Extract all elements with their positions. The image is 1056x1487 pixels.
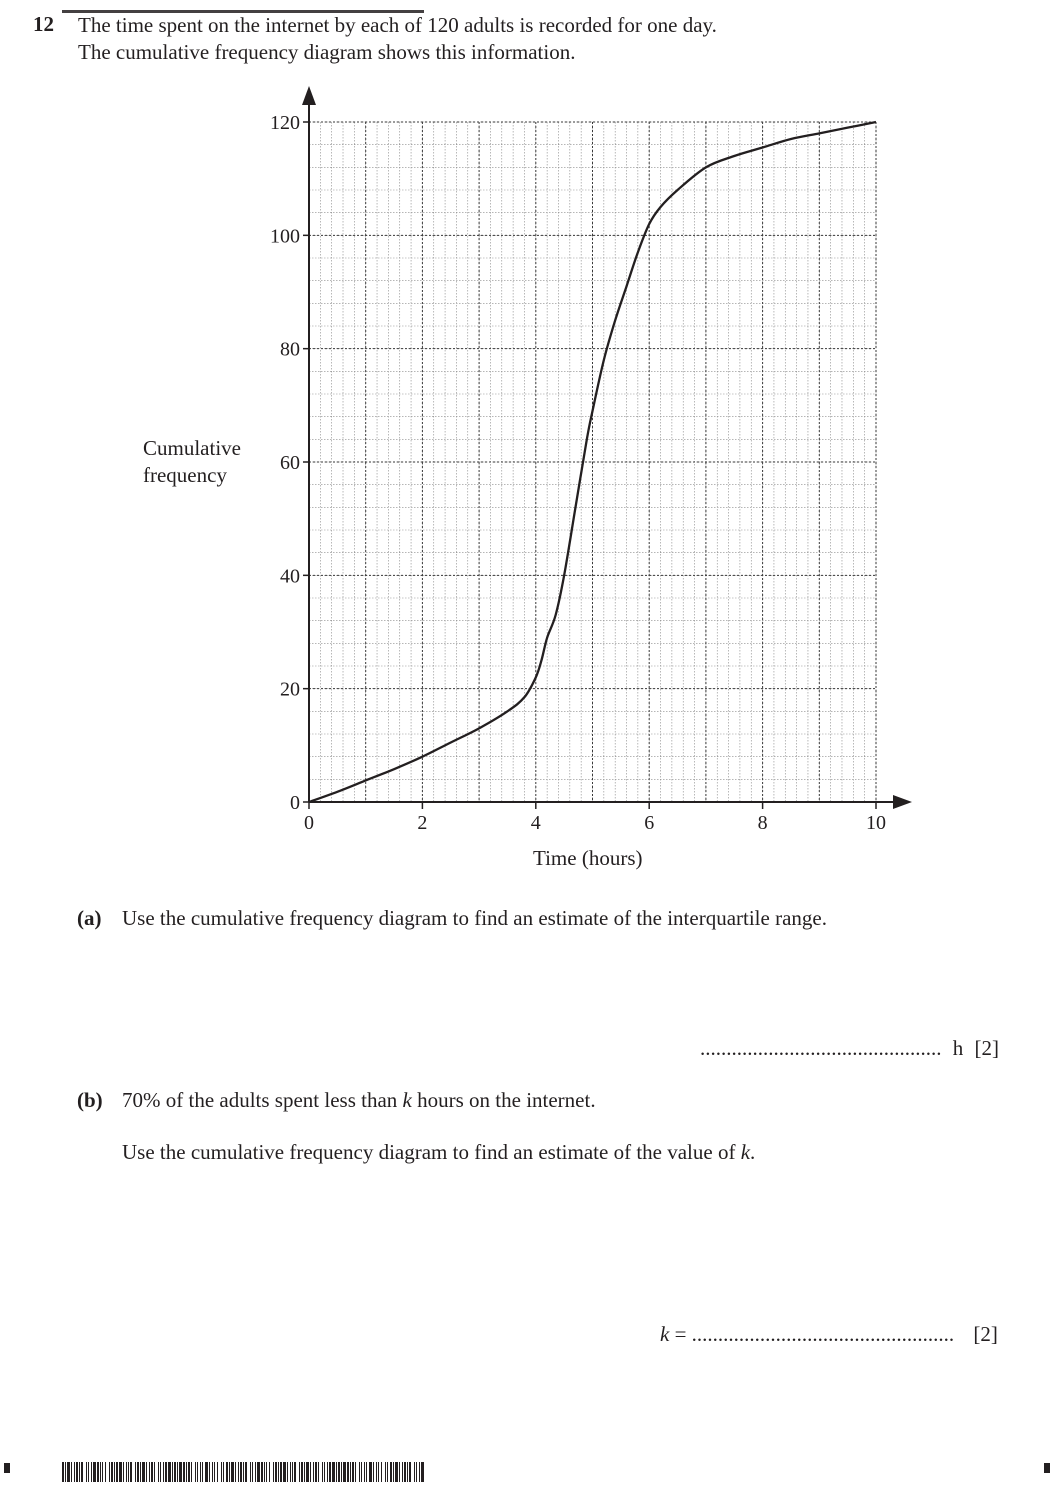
y-axis-title	[143, 435, 241, 489]
barcode-bar	[385, 1462, 386, 1482]
barcode-bar	[174, 1462, 176, 1482]
barcode-bar	[366, 1462, 367, 1482]
barcode-bar	[67, 1462, 70, 1482]
barcode-bar	[414, 1462, 415, 1482]
part-b-text-2	[122, 1140, 755, 1165]
barcode-bar	[361, 1462, 362, 1482]
barcode-bar	[200, 1462, 201, 1482]
barcode-bar	[341, 1462, 342, 1482]
barcode-bar	[257, 1462, 260, 1482]
y-axis-arrow	[302, 86, 316, 105]
barcode-bar	[399, 1462, 400, 1482]
part-b-marks: [2]	[973, 1322, 998, 1346]
barcode-bar	[278, 1462, 279, 1482]
barcode-bar	[74, 1462, 75, 1482]
footer-barcode	[62, 1462, 424, 1482]
part-a-marks: [2]	[974, 1036, 999, 1060]
barcode-bar	[240, 1462, 242, 1482]
tick-labels	[270, 112, 886, 834]
barcode-bar	[381, 1462, 382, 1482]
barcode-bar	[212, 1462, 213, 1482]
x-axis-arrow	[893, 795, 912, 809]
barcode-bar	[217, 1462, 218, 1482]
barcode-bar	[390, 1462, 392, 1482]
barcode-bar	[168, 1462, 171, 1482]
barcode-bar	[329, 1462, 331, 1482]
barcode-bar	[355, 1462, 356, 1482]
part-b-text-post: hours on the internet.	[411, 1088, 596, 1112]
barcode-bar	[235, 1462, 236, 1482]
barcode-bar	[402, 1462, 403, 1482]
barcode-bar	[347, 1462, 349, 1482]
barcode-bar	[163, 1462, 164, 1482]
part-b-text	[122, 1088, 596, 1113]
barcode-bar	[214, 1462, 215, 1482]
barcode-bar	[275, 1462, 277, 1482]
barcode-bar	[123, 1462, 124, 1482]
barcode-bar	[280, 1462, 282, 1482]
barcode-bar	[416, 1462, 417, 1482]
barcode-bar	[315, 1462, 317, 1482]
barcode-bar	[387, 1462, 388, 1482]
y-tick-label: 20	[280, 678, 300, 701]
barcode-bar	[62, 1462, 64, 1482]
x-axis-title: Time (hours)	[533, 846, 643, 870]
barcode-bar	[229, 1462, 230, 1482]
barcode-bar	[350, 1462, 351, 1482]
x-tick-label: 8	[757, 812, 768, 834]
part-b-var: k	[402, 1088, 412, 1112]
barcode-bar	[111, 1462, 113, 1482]
part-b-text2-post: .	[750, 1140, 756, 1164]
barcode-bar	[264, 1462, 265, 1482]
barcode-bar	[191, 1462, 192, 1482]
barcode-bar	[65, 1462, 66, 1482]
barcode-bar	[322, 1462, 323, 1482]
barcode-bar	[304, 1462, 305, 1482]
x-tick-label: 0	[304, 812, 314, 834]
barcode-bar	[332, 1462, 335, 1482]
registration-mark-left	[4, 1463, 10, 1473]
barcode-bar	[395, 1462, 398, 1482]
barcode-bar	[287, 1462, 288, 1482]
x-tick-label: 6	[644, 812, 655, 834]
barcode-bar	[221, 1462, 222, 1482]
barcode-bar	[283, 1462, 286, 1482]
barcode-bar	[313, 1462, 314, 1482]
barcode-bar	[81, 1462, 83, 1482]
barcode-bar	[421, 1462, 424, 1482]
barcode-bar	[209, 1462, 210, 1482]
grid-major	[309, 122, 876, 802]
part-a-text: Use the cumulative frequency diagram to find an estimate of the interquartile range.	[122, 906, 827, 930]
y-axis-title-line-2: frequency	[143, 463, 227, 487]
barcode-bar	[105, 1462, 106, 1482]
barcode-bar	[369, 1462, 372, 1482]
barcode-bar	[79, 1462, 80, 1482]
y-tick-label: 0	[290, 792, 300, 814]
barcode-bar	[202, 1462, 203, 1482]
x-tick-label: 10	[866, 812, 886, 834]
barcode-bar	[226, 1462, 228, 1482]
registration-mark-right	[1044, 1463, 1050, 1473]
barcode-image	[62, 1462, 424, 1482]
barcode-bar	[359, 1462, 360, 1482]
barcode-bar	[154, 1462, 155, 1482]
barcode-bar	[306, 1462, 309, 1482]
intro-line-1: The time spent on the internet by each of 120 adults is recorded for one day.	[78, 13, 717, 37]
barcode-bar	[404, 1462, 406, 1482]
barcode-bar	[290, 1462, 291, 1482]
barcode-bar	[97, 1462, 99, 1482]
barcode-bar	[269, 1462, 270, 1482]
barcode-bar	[137, 1462, 139, 1482]
barcode-bar	[419, 1462, 420, 1482]
part-a-answer-line	[700, 1036, 999, 1061]
part-b-label: (b)	[77, 1088, 103, 1112]
barcode-bar	[299, 1462, 300, 1482]
barcode-bar	[151, 1462, 153, 1482]
y-tick-label: 60	[280, 452, 300, 474]
barcode-bar	[318, 1462, 319, 1482]
part-b-text2-pre: Use the cumulative frequency diagram to find an estimate of the value of	[122, 1140, 741, 1164]
barcode-bar	[93, 1462, 96, 1482]
barcode-bar	[172, 1462, 173, 1482]
barcode-bar	[292, 1462, 293, 1482]
part-a-answer-dots[interactable]: ..............................................	[700, 1036, 942, 1060]
y-tick-label: 100	[270, 225, 300, 248]
barcode-bar	[294, 1462, 296, 1482]
barcode-bar	[91, 1462, 92, 1482]
part-b-text2-var: k	[740, 1140, 751, 1164]
barcode-bar	[179, 1462, 182, 1482]
barcode-bar	[324, 1462, 325, 1482]
barcode-bar	[149, 1462, 150, 1482]
barcode-bar	[146, 1462, 147, 1482]
x-tick-label: 4	[530, 812, 541, 834]
part-b-answer-eq: =	[669, 1322, 692, 1346]
part-a-label: (a)	[77, 906, 102, 930]
barcode-bar	[364, 1462, 365, 1482]
barcode-bar	[88, 1462, 89, 1482]
barcode-bar	[158, 1462, 159, 1482]
barcode-bar	[71, 1462, 72, 1482]
part-b-answer-dots[interactable]: ..................................................	[691, 1322, 955, 1346]
barcode-bar	[186, 1462, 187, 1482]
barcode-bar	[195, 1462, 196, 1482]
barcode-bar	[327, 1462, 328, 1482]
y-axis-title-line-1: Cumulative	[143, 436, 241, 460]
barcode-bar	[177, 1462, 178, 1482]
barcode-bar	[336, 1462, 337, 1482]
barcode-bar	[86, 1462, 87, 1482]
barcode-bar	[197, 1462, 198, 1482]
barcode-bar	[343, 1462, 346, 1482]
barcode-bar	[301, 1462, 303, 1482]
barcode-bar	[338, 1462, 340, 1482]
x-tick-label: 2	[417, 812, 428, 834]
barcode-bar	[373, 1462, 374, 1482]
barcode-bar	[245, 1462, 247, 1482]
ticks	[303, 122, 876, 809]
barcode-bar	[135, 1462, 136, 1482]
barcode-bar	[409, 1462, 411, 1482]
barcode-bar	[126, 1462, 127, 1482]
barcode-bar	[160, 1462, 161, 1482]
barcode-bar	[102, 1462, 103, 1482]
barcode-bar	[140, 1462, 141, 1482]
barcode-bar	[378, 1462, 379, 1482]
barcode-bar	[205, 1462, 208, 1482]
barcode-bar	[252, 1462, 253, 1482]
barcode-bar	[223, 1462, 224, 1482]
barcode-bar	[128, 1462, 129, 1482]
barcode-bar	[310, 1462, 311, 1482]
barcode-bar	[261, 1462, 263, 1482]
barcode-bar	[142, 1462, 145, 1482]
y-tick-label: 80	[280, 338, 300, 361]
barcode-bar	[183, 1462, 185, 1482]
barcode-bar	[116, 1462, 118, 1482]
barcode-bar	[376, 1462, 377, 1482]
barcode-bar	[352, 1462, 354, 1482]
part-a-unit: h	[952, 1036, 964, 1060]
intro-line-2: The cumulative frequency diagram shows this information.	[78, 40, 576, 64]
axes	[302, 86, 912, 809]
barcode-bar	[130, 1462, 132, 1482]
barcode-bar	[119, 1462, 122, 1482]
part-b-answer-line	[660, 1322, 998, 1347]
part-b-text-pre: 70% of the adults spent less than	[122, 1088, 403, 1112]
y-tick-label: 120	[270, 112, 300, 134]
barcode-bar	[109, 1462, 110, 1482]
barcode-bar	[255, 1462, 256, 1482]
question-number: 12	[33, 12, 54, 36]
barcode-bar	[165, 1462, 167, 1482]
barcode-bar	[250, 1462, 251, 1482]
barcode-bar	[273, 1462, 274, 1482]
barcode-bar	[100, 1462, 101, 1482]
y-tick-label: 40	[280, 565, 300, 588]
barcode-bar	[231, 1462, 234, 1482]
barcode-bar	[188, 1462, 190, 1482]
part-b-answer-var: k	[660, 1322, 670, 1346]
barcode-bar	[114, 1462, 115, 1482]
barcode-bar	[238, 1462, 239, 1482]
barcode-bar	[266, 1462, 267, 1482]
barcode-bar	[407, 1462, 408, 1482]
barcode-bar	[76, 1462, 78, 1482]
barcode-bar	[393, 1462, 394, 1482]
barcode-bar	[243, 1462, 244, 1482]
